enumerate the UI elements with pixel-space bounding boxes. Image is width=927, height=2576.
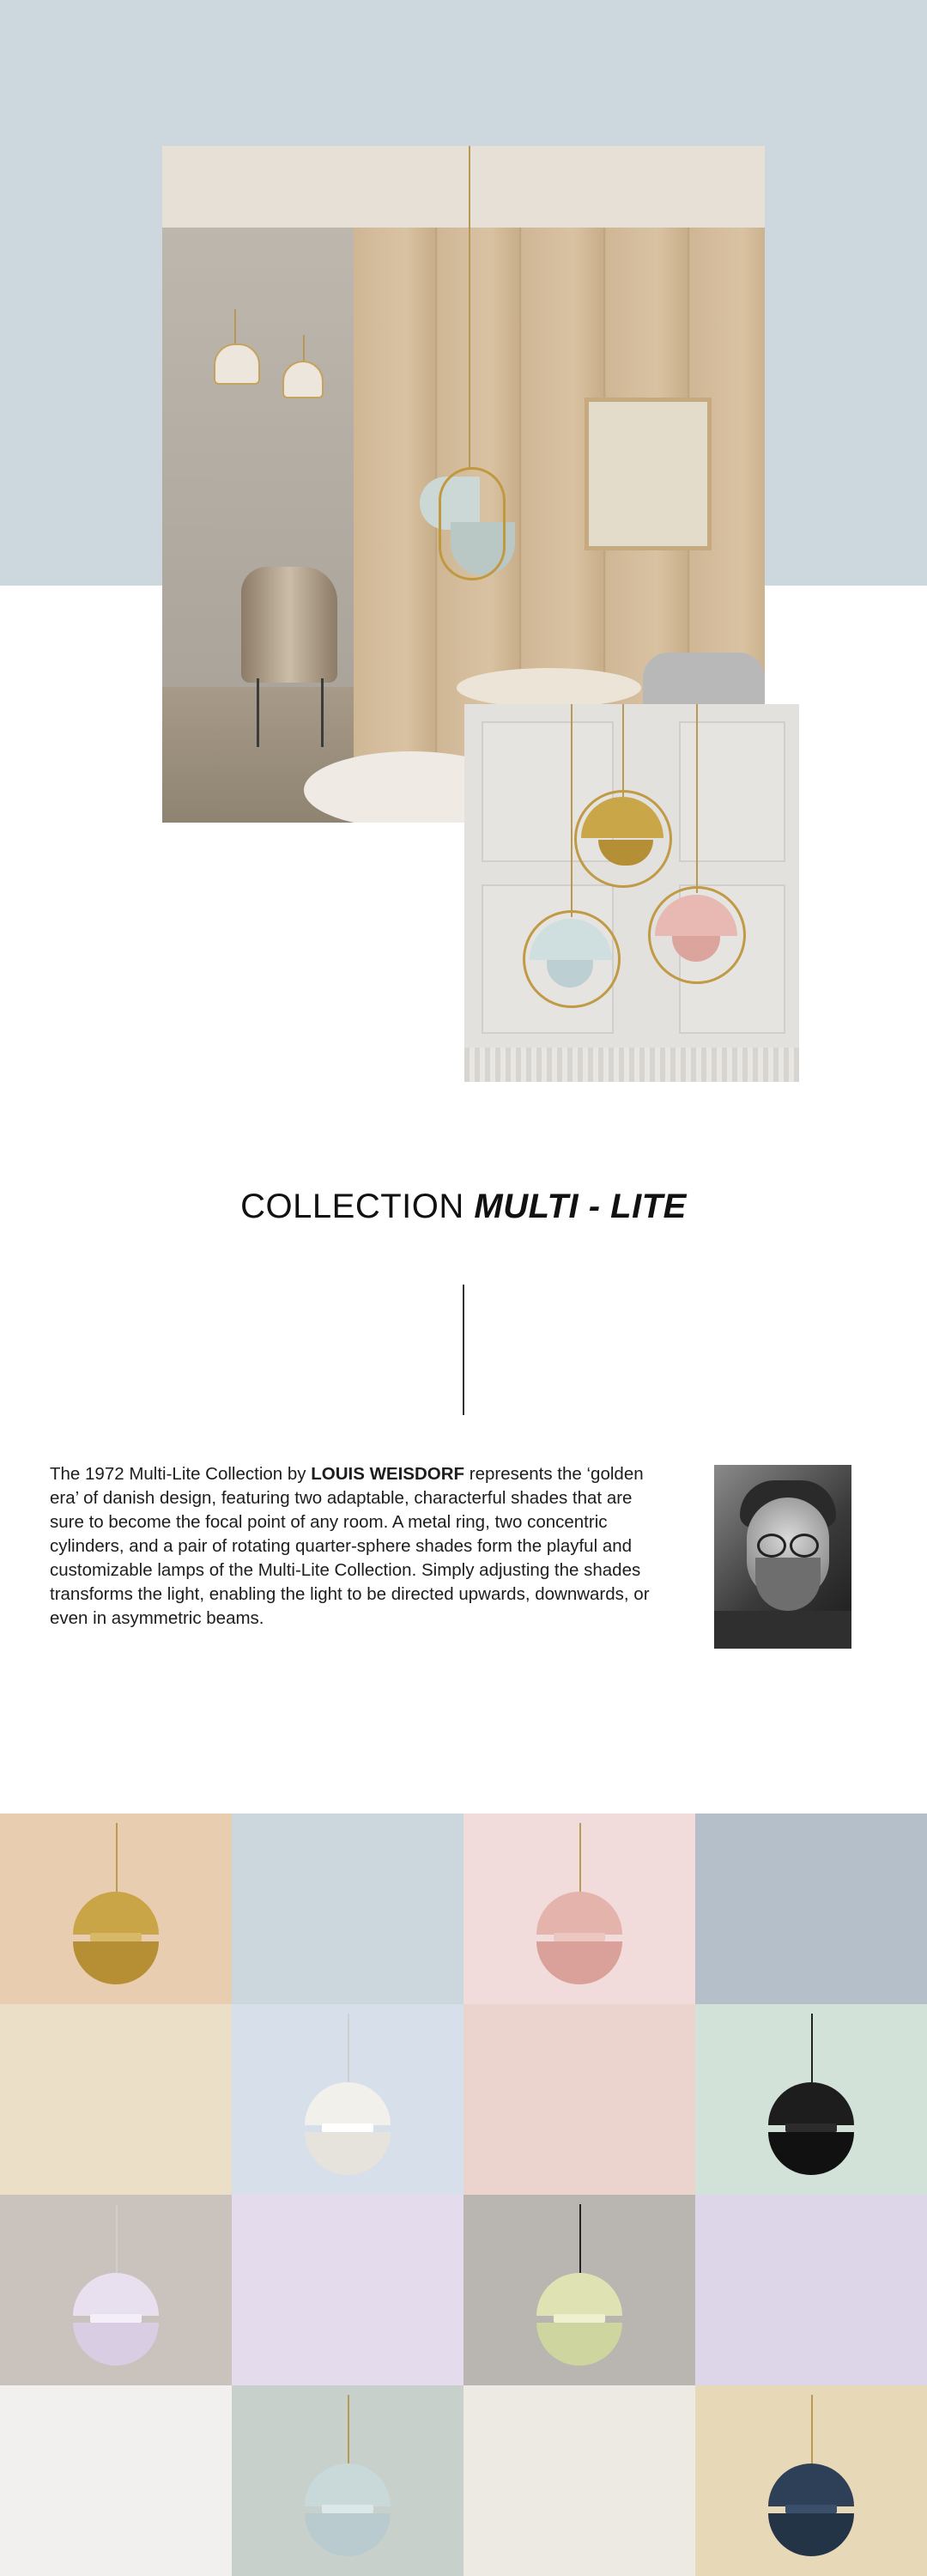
lamp-cylinder bbox=[785, 2123, 837, 2132]
navy-lamp-icon bbox=[760, 2395, 863, 2567]
mint-pendant bbox=[523, 704, 621, 1030]
lamp-shade-top bbox=[305, 2464, 391, 2506]
grid-cell-mint-pendant bbox=[232, 2385, 464, 2576]
lamp-shade-top bbox=[768, 2464, 854, 2506]
lamp-shade-bottom bbox=[305, 2132, 391, 2175]
cord bbox=[571, 704, 573, 917]
lamp-shade-top bbox=[305, 2082, 391, 2125]
brass-lamp-icon bbox=[64, 1823, 167, 1995]
grid-cell-empty-blue bbox=[232, 1814, 464, 2004]
portrait-beard bbox=[755, 1558, 821, 1611]
lamp-shade-top bbox=[536, 2273, 622, 2316]
lamp-cord bbox=[234, 309, 236, 343]
lamp-cord bbox=[811, 2014, 813, 2082]
collection-title-prefix: COLLECTION bbox=[240, 1188, 464, 1225]
lamp-cylinder bbox=[322, 2123, 373, 2132]
cord bbox=[622, 704, 624, 797]
grid-cell-empty-blush bbox=[464, 2004, 695, 2195]
grid-cell-empty-sand bbox=[0, 2004, 232, 2195]
designer-name: LOUIS WEISDORF bbox=[311, 1464, 465, 1484]
grid-cell-empty-lilac bbox=[695, 2195, 927, 2385]
lamp-shade-bottom bbox=[73, 2323, 159, 2366]
lamp-cord bbox=[116, 2204, 118, 2273]
lamp-shade-top bbox=[768, 2082, 854, 2125]
grid-cell-empty-cream bbox=[464, 2385, 695, 2576]
rose-lamp-icon bbox=[528, 1823, 631, 1995]
lamp-shade-bottom bbox=[536, 1941, 622, 1984]
collection-title bbox=[0, 1188, 927, 1226]
chair-leg bbox=[321, 678, 324, 747]
lamp-cord bbox=[303, 335, 305, 361]
designer-portrait bbox=[714, 1465, 851, 1649]
rose-pendant bbox=[648, 704, 746, 1013]
portrait-shirt bbox=[714, 1611, 851, 1649]
lamp-cylinder bbox=[322, 2505, 373, 2513]
collection-description bbox=[50, 1462, 651, 1631]
grid-cell-empty-steel bbox=[695, 1814, 927, 2004]
lilac-lamp-icon bbox=[64, 2204, 167, 2376]
grid-cell-navy-pendant bbox=[695, 2385, 927, 2576]
lamp-cord bbox=[469, 146, 470, 469]
lamp-cord bbox=[116, 1823, 118, 1892]
lamp-shade-bottom bbox=[305, 2513, 391, 2556]
chair-leg bbox=[257, 678, 259, 747]
black-lamp-icon bbox=[760, 2014, 863, 2185]
grid-cell-sage-pendant bbox=[464, 2195, 695, 2385]
lamp-cord bbox=[811, 2395, 813, 2464]
lamp-shade-top bbox=[536, 1892, 622, 1935]
lamp-shade-top bbox=[73, 1892, 159, 1935]
grid-cell-black-pendant bbox=[695, 2004, 927, 2195]
white-lamp-icon bbox=[296, 2014, 399, 2185]
three-pendants-photo bbox=[464, 704, 799, 1082]
grid-cell-empty-lavender bbox=[232, 2195, 464, 2385]
lamp-cord bbox=[579, 2204, 581, 2273]
wall-art-frame bbox=[585, 398, 712, 550]
portrait-glasses-left bbox=[757, 1534, 786, 1558]
lamp-cord bbox=[348, 2395, 349, 2464]
grid-cell-white-table-lamp-closeup bbox=[232, 2004, 464, 2195]
portrait-glasses-right bbox=[790, 1534, 819, 1558]
description-intro: The 1972 Multi-Lite Collection by bbox=[50, 1464, 312, 1484]
lamp-cylinder bbox=[90, 1933, 142, 1941]
grid-cell-empty-offwhite bbox=[0, 2385, 232, 2576]
lamp-cylinder bbox=[785, 2505, 837, 2513]
collection-title-emphasis: MULTI - LITE bbox=[474, 1188, 687, 1225]
cord bbox=[696, 704, 698, 893]
lamp-shade-bottom bbox=[73, 1941, 159, 1984]
lamp-cylinder bbox=[554, 1933, 605, 1941]
lamp-shade-bottom bbox=[768, 2513, 854, 2556]
small-pendant-lamp bbox=[214, 343, 260, 385]
lounge-chair bbox=[241, 567, 337, 683]
description-body: represents the ‘golden era’ of danish design, featuring two adaptable, characterful shades that are sure to become the focal point of any room. A metal ring, two concentric cylinders, and a pair of rotating quarter-sphere shades form the playful and customizable lamps of the Multi-Lite Collection. Simply adjusting the shades transforms the light, enabling the light to be directed upwards, downwards, or even in asymmetric beams. bbox=[50, 1464, 650, 1628]
grid-cell-brass-pendant bbox=[0, 1814, 232, 2004]
grid-cell-rose-pendant bbox=[464, 1814, 695, 2004]
vertical-divider bbox=[463, 1285, 464, 1415]
lamp-cord bbox=[579, 1823, 581, 1892]
lamp-shade-top bbox=[73, 2273, 159, 2316]
photo-ceiling bbox=[162, 146, 765, 228]
lamp-shade-bottom bbox=[768, 2132, 854, 2175]
lamp-cylinder bbox=[554, 2314, 605, 2323]
lamp-cylinder bbox=[90, 2314, 142, 2323]
pendant-ring bbox=[439, 467, 506, 580]
product-color-grid bbox=[0, 1814, 927, 2576]
side-table bbox=[457, 668, 641, 708]
mint-lamp-icon bbox=[296, 2395, 399, 2567]
small-pendant-lamp bbox=[282, 361, 324, 398]
grid-cell-lilac-table-lamp bbox=[0, 2195, 232, 2385]
lamp-cord bbox=[348, 2014, 349, 2082]
lamp-shade-bottom bbox=[536, 2323, 622, 2366]
sage-lamp-icon bbox=[528, 2204, 631, 2376]
